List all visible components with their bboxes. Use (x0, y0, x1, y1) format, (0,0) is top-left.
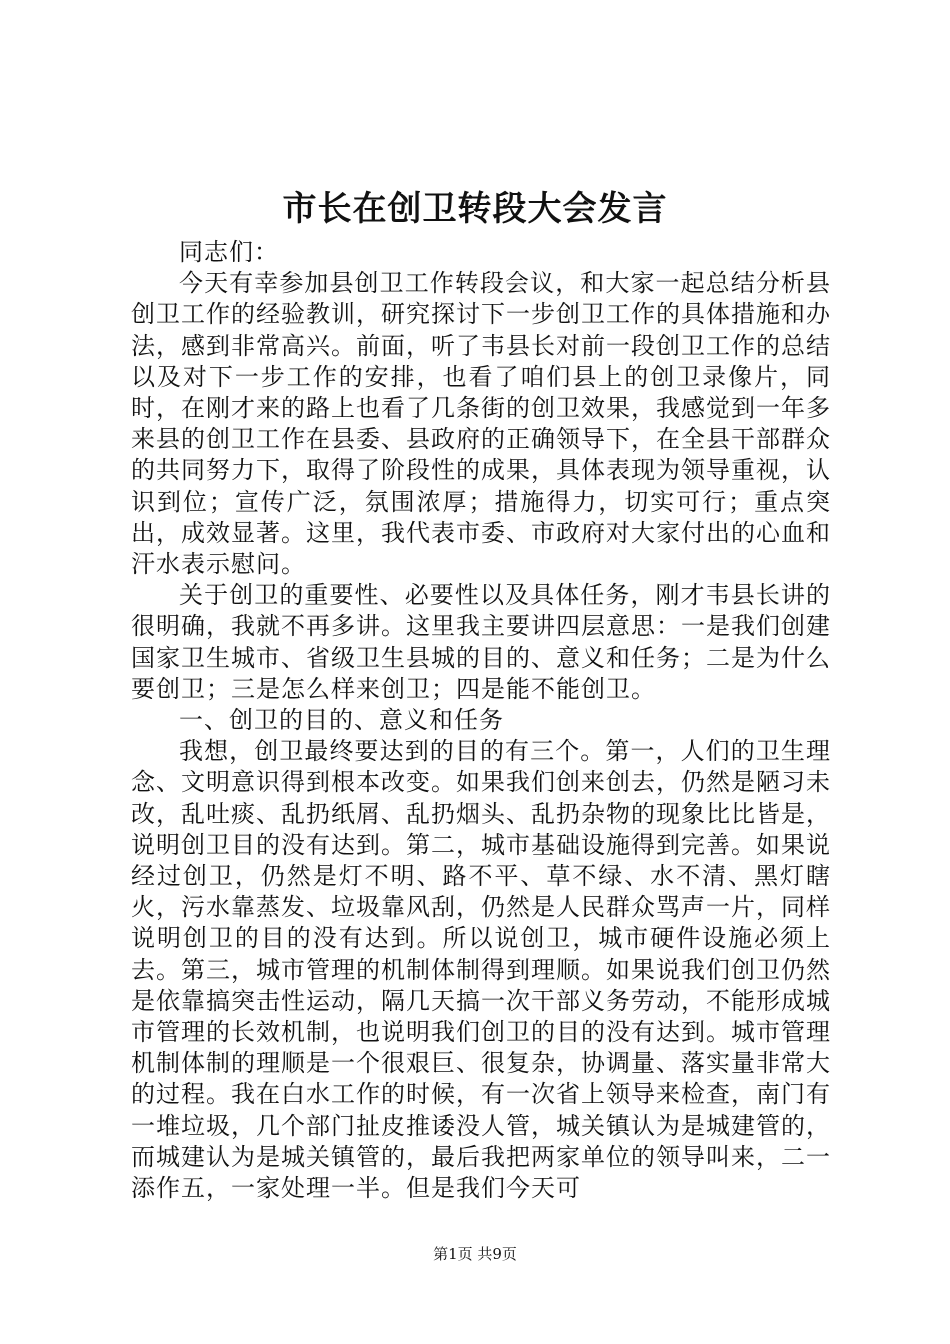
paragraph-opening: 今天有幸参加县创卫工作转段会议，和大家一起总结分析县创卫工作的经验教训，研究探讨下一步创卫工作的具体措施和办法，感到非常高兴。前面，听了韦县长对前一段创卫工作的总结以及对下一步工作的安排，也看了咱们县上的创卫录像片，同时，在刚才来的路上也看了几条街的创卫效果，我感觉到一年多来县的创卫工作在县委、县政府的正确领导下，在全县干部群众的共同努力下，取得了阶段性的成果，具体表现为领导重视，认识到位；宣传广泛，氛围浓厚；措施得力，切实可行；重点突出，成效显著。这里，我代表市委、市政府对大家付出的心血和汗水表示慰问。 (131, 269, 831, 579)
paragraph-purpose: 我想，创卫最终要达到的目的有三个。第一，人们的卫生理念、文明意识得到根本改变。如果我们创来创去，仍然是陋习未改，乱吐痰、乱扔纸屑、乱扔烟头、乱扔杂物的现象比比皆是，说明创卫目的没有达到。第二，城市基础设施得到完善。如果说经过创卫，仍然是灯不明、路不平、草不绿、水不清、黑灯瞎火，污水靠蒸发、垃圾靠风刮，仍然是人民群众骂声一片，同样说明创卫的目的没有达到。所以说创卫，城市硬件设施必须上去。第三，城市管理的机制体制得到理顺。如果说我们创卫仍然是依靠搞突击性运动，隔几天搞一次干部义务劳动，不能形成城市管理的长效机制，也说明我们创卫的目的没有达到。城市管理机制体制的理顺是一个很艰巨、很复杂，协调量、落实量非常大的过程。我在白水工作的时候，有一次省上领导来检查，南门有一堆垃圾，几个部门扯皮推诿没人管，城关镇认为是城建管的，而城建认为是城关镇管的，最后我把两家单位的领导叫来，二一添作五，一家处理一半。但是我们今天可 (131, 737, 831, 1203)
paragraph-salutation: 同志们： (179, 238, 279, 266)
page-footer: 第1页 共9页 (433, 1245, 517, 1263)
page-title: 市长在创卫转段大会发言 (282, 189, 668, 229)
paragraph-outline: 关于创卫的重要性、必要性以及具体任务，刚才韦县长讲的很明确，我就不再多讲。这里我主要讲四层意思：一是我们创建国家卫生城市、省级卫生县城的目的、意义和任务；二是为什么要创卫；三是怎么样来创卫；四是能不能创卫。 (131, 581, 831, 703)
document-body (131, 237, 831, 1204)
section-heading: 一、创卫的目的、意义和任务 (179, 706, 504, 735)
